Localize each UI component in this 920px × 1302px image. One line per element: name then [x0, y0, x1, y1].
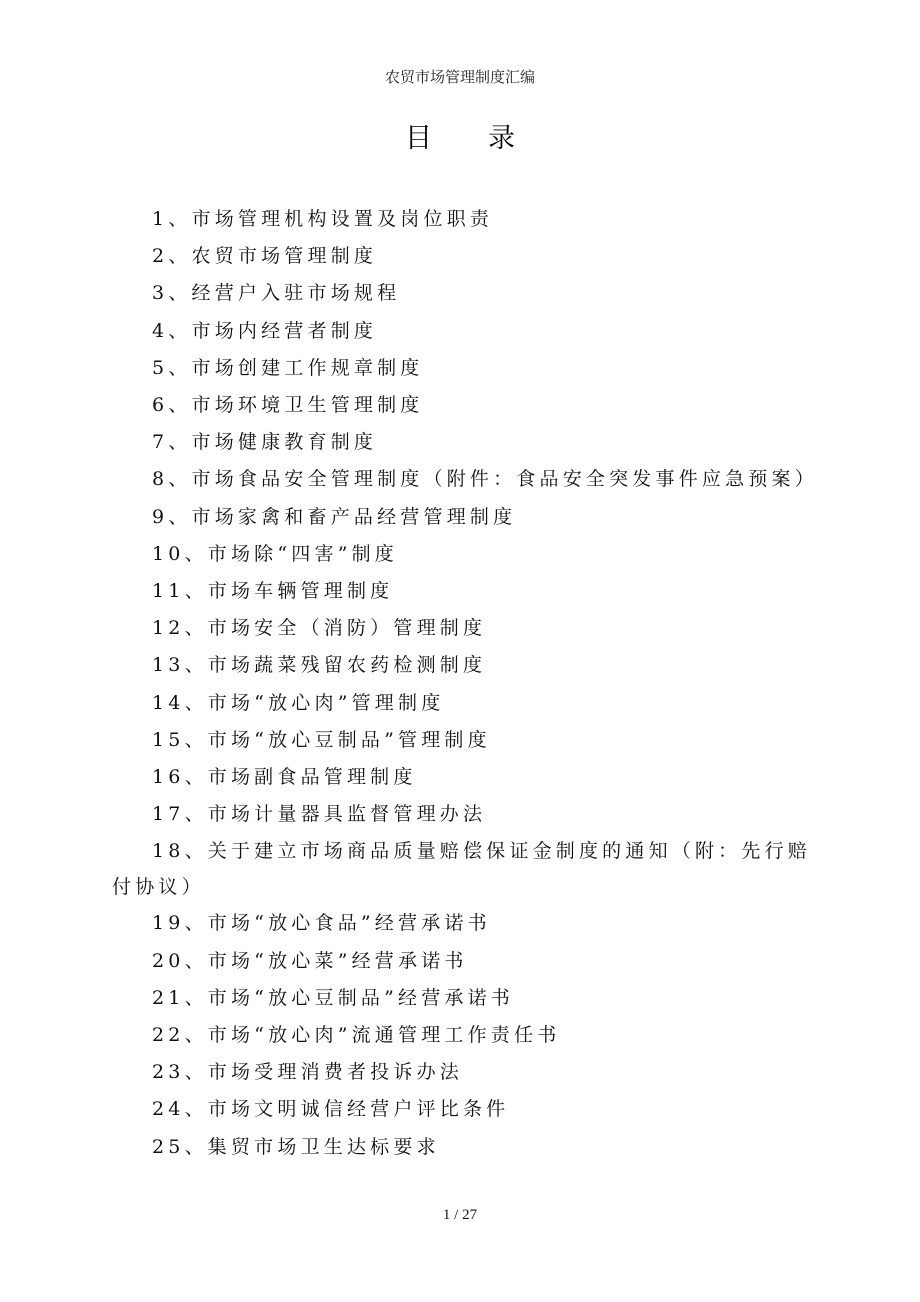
toc-item[interactable]: 3、经营户入驻市场规程 [152, 282, 401, 305]
title-char-1: 目 [405, 123, 432, 154]
toc-item[interactable]: 19、市场“放心食品”经营承诺书 [152, 912, 491, 935]
toc-item[interactable]: 4、市场内经营者制度 [152, 319, 378, 342]
toc-item[interactable]: 22、市场“放心肉”流通管理工作责任书 [152, 1024, 561, 1047]
toc-item[interactable]: 20、市场“放心菜”经营承诺书 [152, 949, 468, 972]
toc-item[interactable]: 11、市场车辆管理制度 [152, 580, 394, 603]
page-title [0, 116, 920, 155]
toc-item[interactable]: 24、市场文明诚信经营户评比条件 [152, 1098, 510, 1121]
document-header: 农贸市场管理制度汇编 [384, 68, 535, 86]
toc-item[interactable]: 16、市场副食品管理制度 [152, 766, 417, 789]
toc-item[interactable]: 12、市场安全（消防）管理制度 [152, 617, 487, 640]
toc-item[interactable]: 21、市场“放心豆制品”经营承诺书 [152, 986, 515, 1009]
toc-item[interactable]: 2、农贸市场管理制度 [152, 245, 378, 268]
page-number: 1 / 27 [442, 1207, 478, 1223]
toc-item[interactable]: 17、市场计量器具监督管理办法 [152, 803, 487, 826]
toc-item[interactable]: 14、市场“放心肉”管理制度 [152, 691, 445, 714]
title-char-2: 录 [488, 123, 515, 154]
toc-item[interactable]: 15、市场“放心豆制品”管理制度 [152, 728, 491, 751]
toc-item[interactable]: 13、市场蔬菜残留农药检测制度 [152, 654, 487, 677]
toc-item[interactable]: 8、市场食品安全管理制度（附件：食品安全突发事件应急预案） [152, 468, 818, 491]
toc-item[interactable]: 6、市场环境卫生管理制度 [152, 394, 424, 417]
table-of-contents [112, 201, 818, 1166]
toc-item[interactable]: 9、市场家禽和畜产品经营管理制度 [152, 505, 517, 528]
toc-item[interactable]: 23、市场受理消费者投诉办法 [152, 1061, 463, 1084]
toc-item[interactable]: 25、集贸市场卫生达标要求 [152, 1135, 440, 1158]
toc-item[interactable]: 5、市场创建工作规章制度 [152, 356, 424, 379]
toc-item[interactable]: 18、关于建立市场商品质量赔偿保证金制度的通知（附：先行赔付协议） [112, 840, 811, 899]
toc-item[interactable]: 7、市场健康教育制度 [152, 431, 378, 454]
toc-item[interactable]: 10、市场除“四害”制度 [152, 542, 399, 565]
toc-item[interactable]: 1、市场管理机构设置及岗位职责 [152, 208, 494, 230]
